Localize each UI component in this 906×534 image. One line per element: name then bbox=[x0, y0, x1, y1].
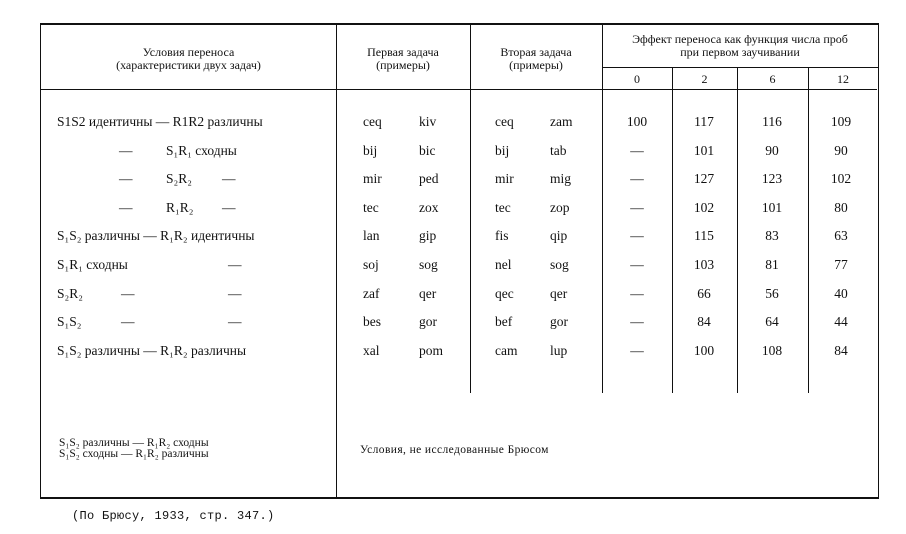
condition-tail-dash: — bbox=[228, 314, 242, 329]
condition-mid-dash: — bbox=[121, 314, 135, 329]
first-task-response: sog bbox=[419, 257, 438, 272]
effect-value: — bbox=[630, 200, 644, 215]
header-conditions-title: Условия переноса bbox=[142, 45, 235, 59]
effect-value: 90 bbox=[834, 143, 848, 158]
first-task-response: qer bbox=[419, 286, 437, 301]
effect-value: 84 bbox=[697, 314, 711, 329]
effect-value: 64 bbox=[765, 314, 779, 329]
first-task-stimulus: lan bbox=[363, 228, 380, 243]
first-task-stimulus: soj bbox=[363, 257, 379, 272]
condition-dash: — bbox=[119, 200, 133, 215]
first-task-stimulus: mir bbox=[363, 171, 382, 186]
col-divider bbox=[672, 68, 673, 393]
header-second-task bbox=[470, 46, 602, 72]
condition-text: S1S2 идентичны — R1R2 различны bbox=[57, 114, 263, 129]
effect-value: 63 bbox=[834, 228, 848, 243]
effect-value: 80 bbox=[834, 200, 848, 215]
header-conditions-sub: (характеристики двух задач) bbox=[116, 58, 261, 72]
effect-value: 101 bbox=[693, 143, 715, 158]
second-task-response: zop bbox=[550, 200, 570, 215]
effect-value: — bbox=[630, 314, 644, 329]
second-task-response: qip bbox=[550, 228, 568, 243]
effect-value: — bbox=[630, 343, 644, 358]
second-task-stimulus: bef bbox=[495, 314, 513, 329]
second-task-response: qer bbox=[550, 286, 568, 301]
second-task-stimulus: cam bbox=[495, 343, 518, 358]
second-task-response: tab bbox=[550, 143, 567, 158]
header-effect-line1: Эффект переноса как функция числа проб bbox=[632, 32, 848, 46]
effect-value: 127 bbox=[693, 171, 715, 186]
footer-cond-line2: S₁S₂ сходны — R₁R₂ различны bbox=[59, 448, 209, 460]
first-task-response: gip bbox=[419, 228, 437, 243]
second-task-response: sog bbox=[550, 257, 569, 272]
condition-text: S₂R₂ bbox=[166, 171, 192, 186]
second-task-response: gor bbox=[550, 314, 568, 329]
second-task-stimulus: tec bbox=[495, 200, 511, 215]
effect-value: — bbox=[630, 286, 644, 301]
condition-tail-dash: — bbox=[222, 171, 236, 186]
effect-value: 44 bbox=[834, 314, 848, 329]
second-task-response: lup bbox=[550, 343, 568, 358]
header-rule bbox=[602, 67, 878, 68]
condition-tail-dash: — bbox=[222, 200, 236, 215]
second-task-stimulus: ceq bbox=[495, 114, 514, 129]
effect-value: — bbox=[630, 228, 644, 243]
condition-tail-dash: — bbox=[228, 257, 242, 272]
trial-header-2: 2 bbox=[701, 72, 708, 86]
effect-value: 90 bbox=[765, 143, 779, 158]
effect-value: 100 bbox=[693, 343, 715, 358]
second-task-stimulus: mir bbox=[495, 171, 514, 186]
header-first-task-sub: (примеры) bbox=[376, 58, 430, 72]
condition-text: S₁S₂ bbox=[57, 314, 82, 329]
effect-value: — bbox=[630, 143, 644, 158]
first-task-stimulus: bes bbox=[363, 314, 381, 329]
condition-text: S₁R₁ сходны bbox=[166, 143, 237, 158]
condition-dash: — bbox=[119, 143, 133, 158]
effect-value: 100 bbox=[626, 114, 648, 129]
condition-text: S₁R₁ сходны bbox=[57, 257, 128, 272]
first-task-stimulus: bij bbox=[363, 143, 378, 158]
first-task-response: zox bbox=[419, 200, 439, 215]
transfer-table bbox=[40, 23, 879, 499]
condition-text: S₂R₂ bbox=[57, 286, 83, 301]
effect-value: 117 bbox=[694, 114, 714, 129]
trial-header-0: 0 bbox=[634, 72, 640, 86]
condition-dash: — bbox=[119, 171, 133, 186]
col-divider bbox=[737, 68, 738, 393]
col-divider bbox=[336, 25, 337, 499]
header-first-task-title: Первая задача bbox=[367, 45, 439, 59]
effect-value: 102 bbox=[830, 171, 852, 186]
effect-value: — bbox=[630, 171, 644, 186]
second-task-stimulus: nel bbox=[495, 257, 512, 272]
effect-value: 123 bbox=[761, 171, 783, 186]
first-task-response: pom bbox=[419, 343, 444, 358]
effect-value: 101 bbox=[761, 200, 783, 215]
second-task-stimulus: bij bbox=[495, 143, 510, 158]
first-task-response: gor bbox=[419, 314, 437, 329]
effect-value: 40 bbox=[834, 286, 848, 301]
condition-text: S₁S₂ различны — R₁R₂ идентичны bbox=[57, 228, 255, 243]
second-task-response: mig bbox=[550, 171, 572, 186]
first-task-response: kiv bbox=[419, 114, 437, 129]
trial-header-12: 12 bbox=[837, 72, 849, 86]
effect-value: 116 bbox=[762, 114, 782, 129]
second-task-stimulus: qec bbox=[495, 286, 514, 301]
condition-text: R₁R₂ bbox=[166, 200, 194, 215]
condition-tail-dash: — bbox=[228, 286, 242, 301]
effect-value: 81 bbox=[765, 257, 779, 272]
footer-note: Условия, не исследованные Брюсом bbox=[360, 444, 549, 456]
first-task-stimulus: ceq bbox=[363, 114, 382, 129]
col-divider bbox=[470, 89, 471, 393]
effect-value: 56 bbox=[765, 286, 779, 301]
effect-value: 108 bbox=[761, 343, 783, 358]
col-divider bbox=[808, 68, 809, 393]
source-caption: (По Брюсу, 1933, стр. 347.) bbox=[72, 509, 275, 523]
effect-value: 109 bbox=[830, 114, 852, 129]
effect-value: 115 bbox=[694, 228, 714, 243]
trial-header-6: 6 bbox=[769, 72, 776, 86]
header-first-task bbox=[336, 46, 470, 72]
effect-value: 77 bbox=[834, 257, 848, 272]
footer-cond-line1: S₁S₂ различны — R₁R₂ сходны bbox=[59, 437, 209, 449]
condition-mid-dash: — bbox=[121, 286, 135, 301]
header-conditions bbox=[41, 46, 336, 72]
effect-value: 83 bbox=[765, 228, 779, 243]
header-bottom-rule bbox=[41, 89, 877, 90]
header-second-task-sub: (примеры) bbox=[509, 58, 563, 72]
header-effect bbox=[602, 33, 878, 59]
effect-value: 66 bbox=[697, 286, 711, 301]
first-task-response: ped bbox=[419, 171, 439, 186]
condition-text: S₁S₂ различны — R₁R₂ различны bbox=[57, 343, 247, 358]
effect-value: 84 bbox=[834, 343, 848, 358]
second-task-response: zam bbox=[550, 114, 573, 129]
effect-value: 103 bbox=[693, 257, 715, 272]
header-second-task-title: Вторая задача bbox=[500, 45, 572, 59]
header-effect-line2: при первом заучивании bbox=[680, 45, 800, 59]
first-task-response: bic bbox=[419, 143, 436, 158]
first-task-stimulus: zaf bbox=[363, 286, 380, 301]
second-task-stimulus: fis bbox=[495, 228, 509, 243]
effect-value: 102 bbox=[693, 200, 715, 215]
first-task-stimulus: tec bbox=[363, 200, 379, 215]
effect-value: — bbox=[630, 257, 644, 272]
first-task-stimulus: xal bbox=[363, 343, 380, 358]
